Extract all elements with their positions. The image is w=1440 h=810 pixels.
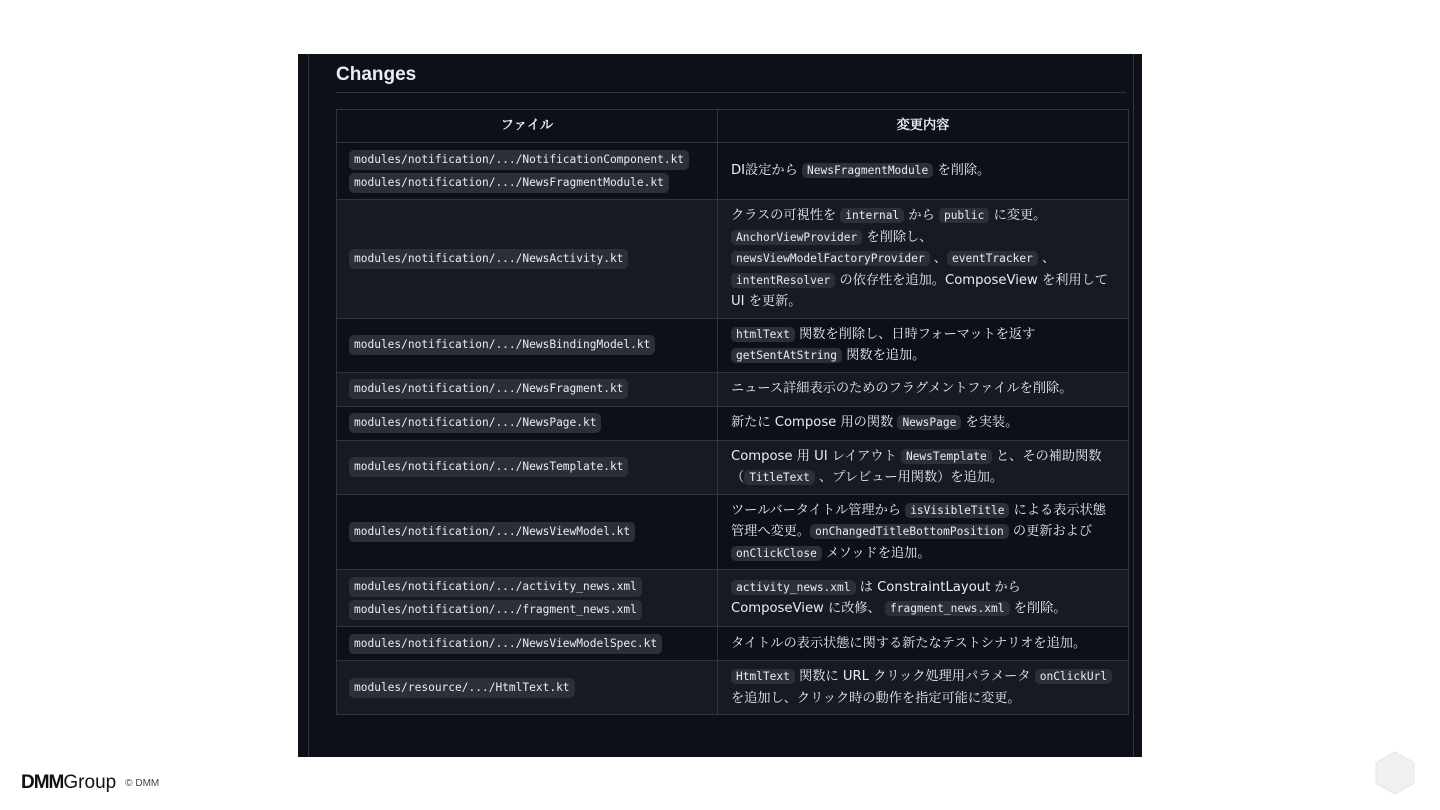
file-path: modules/notification/.../NotificationComponent.kt <box>349 150 689 170</box>
description-text: と、その補助関数（ <box>731 448 1102 485</box>
change-description-cell <box>718 200 1129 319</box>
file-cell <box>337 372 718 406</box>
description-text: の更新および <box>1008 524 1093 539</box>
file-cell <box>337 494 718 570</box>
description-text: を追加し、クリック時の動作を指定可能に変更。 <box>731 690 1021 706</box>
inline-code: onChangedTitleBottomPosition <box>810 524 1009 539</box>
description-text: 関数を削除し、日時フォーマットを返す <box>794 326 1036 342</box>
change-description-cell <box>718 627 1129 661</box>
file-path: modules/notification/.../NewsViewModel.kt <box>349 522 635 542</box>
table-row <box>337 661 1129 715</box>
inline-code: NewsPage <box>897 415 961 430</box>
table-row <box>337 494 1129 570</box>
description-text: 関数に URL クリック処理用パラメータ <box>794 669 1035 684</box>
column-header-changes: 変更内容 <box>718 110 1129 143</box>
table-row <box>337 143 1129 200</box>
file-path: modules/notification/.../NewsFragmentModule.kt <box>349 173 669 193</box>
file-cell <box>337 406 718 440</box>
file-cell <box>337 200 718 319</box>
description-text: の依存性を追加。ComposeView を利用して UI を更新。 <box>731 272 1108 309</box>
file-cell <box>337 627 718 661</box>
inline-code: HtmlText <box>731 669 795 684</box>
description-text: による表示状態管理へ変更。 <box>731 502 1106 539</box>
file-path: modules/notification/.../NewsFragment.kt <box>349 379 628 399</box>
change-description-cell <box>718 661 1129 715</box>
column-header-file: ファイル <box>337 110 718 143</box>
description-text: 、プレビュー用関数）を追加。 <box>814 470 1004 485</box>
table-row <box>337 200 1129 319</box>
file-path: modules/notification/.../NewsPage.kt <box>349 413 601 433</box>
description-text: 新たに Compose 用の関数 <box>731 415 898 431</box>
file-path: modules/notification/.../fragment_news.xml <box>349 600 642 620</box>
description-text: 関数を追加。 <box>842 348 926 363</box>
table-body <box>337 143 1129 715</box>
inline-code: AnchorViewProvider <box>731 230 862 245</box>
change-description-cell <box>718 318 1129 372</box>
file-path: modules/notification/.../NewsViewModelSpec.kt <box>349 634 662 654</box>
inline-code: eventTracker <box>947 251 1038 266</box>
hexagon-icon <box>1374 750 1416 796</box>
table-row <box>337 440 1129 494</box>
change-description-cell <box>718 570 1129 627</box>
inline-code: onClickUrl <box>1035 669 1112 684</box>
description-text: を削除し、 <box>862 229 933 245</box>
description-text: DI設定から <box>731 163 802 179</box>
inline-code: newsViewModelFactoryProvider <box>731 251 930 266</box>
file-path: modules/notification/.../NewsBindingModel.kt <box>349 335 655 355</box>
file-path: modules/notification/.../NewsTemplate.kt <box>349 457 628 477</box>
inline-code: activity_news.xml <box>731 580 856 595</box>
copyright-text: © DMM <box>125 777 160 789</box>
inline-code: public <box>939 208 989 223</box>
description-text: を削除。 <box>1009 601 1067 616</box>
inline-code: NewsTemplate <box>901 449 992 464</box>
section-heading: Changes <box>336 62 1126 93</box>
description-text: を削除。 <box>933 163 991 179</box>
file-path: modules/notification/.../NewsActivity.kt <box>349 249 628 269</box>
file-path: modules/notification/.../activity_news.xml <box>349 577 642 597</box>
file-path: modules/resource/.../HtmlText.kt <box>349 678 575 698</box>
change-description-cell <box>718 440 1129 494</box>
table-row <box>337 318 1129 372</box>
description-text: メソッドを追加。 <box>821 545 931 561</box>
table-row <box>337 570 1129 627</box>
description-text: クラスの可視性を <box>731 208 841 223</box>
inline-code: TitleText <box>744 470 815 485</box>
description-text: Compose 用 UI レイアウト <box>731 448 901 464</box>
file-cell <box>337 143 718 200</box>
description-text: を実装。 <box>961 415 1019 431</box>
change-description-cell <box>718 406 1129 440</box>
description-text: タイトルの表示状態に関する新たなテストシナリオを追加。 <box>731 635 1087 651</box>
change-description-cell <box>718 372 1129 406</box>
inline-code: fragment_news.xml <box>885 601 1010 616</box>
inline-code: htmlText <box>731 327 795 342</box>
inline-code: onClickClose <box>731 546 822 561</box>
file-cell <box>337 440 718 494</box>
table-row <box>337 372 1129 406</box>
inline-code: getSentAtString <box>731 348 842 363</box>
markdown-body <box>308 54 1134 757</box>
dmm-logo: DMM <box>21 772 64 793</box>
description-text: に変更。 <box>989 208 1047 223</box>
file-cell <box>337 318 718 372</box>
file-cell <box>337 661 718 715</box>
change-description-cell <box>718 494 1129 570</box>
description-text: ツールバータイトル管理から <box>731 502 906 518</box>
description-text: ニュース詳細表示のためのフラグメントファイルを削除。 <box>731 381 1073 397</box>
description-text: 、 <box>929 251 947 266</box>
table-row <box>337 627 1129 661</box>
changes-table <box>336 109 1129 715</box>
inline-code: NewsFragmentModule <box>802 163 933 178</box>
screenshot-panel <box>298 54 1142 757</box>
description-text: から <box>904 208 939 223</box>
file-cell <box>337 570 718 627</box>
footer-logo <box>21 772 159 794</box>
table-row <box>337 406 1129 440</box>
inline-code: intentResolver <box>731 273 835 288</box>
description-text: 、 <box>1037 251 1056 266</box>
inline-code: isVisibleTitle <box>905 503 1009 518</box>
description-text: は ConstraintLayout から ComposeView に改修、 <box>731 579 1021 616</box>
group-logo: Group <box>63 772 117 793</box>
inline-code: internal <box>840 208 904 223</box>
change-description-cell <box>718 143 1129 200</box>
